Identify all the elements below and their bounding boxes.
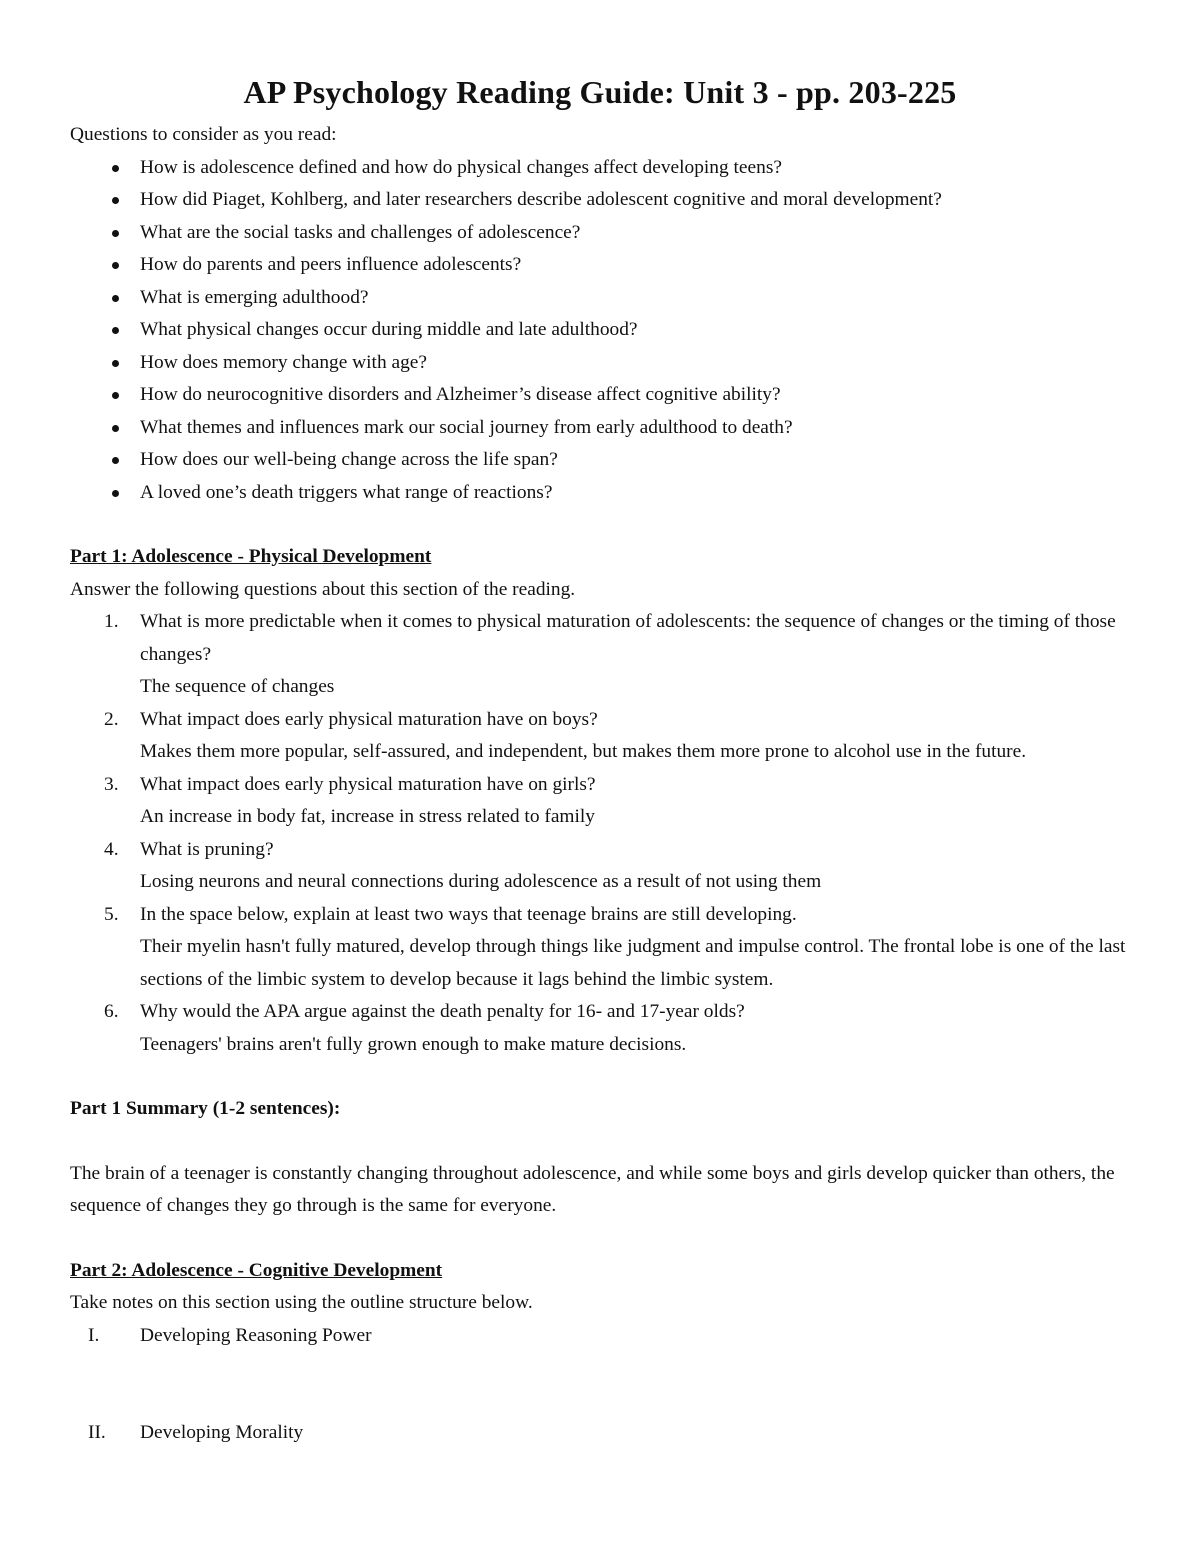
list-item: How does our well-being change across the life span? — [70, 444, 1130, 477]
part1-summary-text: The brain of a teenager is constantly changing throughout adolescence, and while some boys and girls develop quicker than others, the sequence of changes they go through is the same for everyone. — [70, 1162, 1115, 1216]
bullet-icon — [112, 392, 119, 399]
question-item — [70, 769, 1130, 834]
bullet-icon — [112, 262, 119, 269]
part1-instructions: Answer the following questions about this section of the reading. — [70, 578, 576, 600]
page-title: AP Psychology Reading Guide: Unit 3 - pp. 203-225 — [243, 74, 957, 110]
question-item — [70, 899, 1130, 997]
question-number: 1. — [104, 611, 119, 632]
question-number: 2. — [104, 708, 119, 730]
spacer — [70, 1126, 1130, 1158]
question-number: 4. — [104, 838, 119, 860]
bullet-icon — [112, 425, 119, 432]
part1-question-list — [70, 606, 1130, 1061]
list-item: How did Piaget, Kohlberg, and later researchers describe adolescent cognitive and moral development? — [70, 184, 1130, 217]
question-text: What is more predictable when it comes to physical maturation of adolescents: the sequence of changes or the timing of those changes? — [140, 611, 1116, 665]
list-item: How do neurocognitive disorders and Alzheimer’s disease affect cognitive ability? — [70, 379, 1130, 412]
bullet-icon — [112, 230, 119, 237]
question-item — [70, 996, 1130, 1061]
spacer — [70, 1061, 1130, 1093]
question-text: In the space below, explain at least two ways that teenage brains are still developing. — [140, 903, 797, 925]
question-text: What is pruning? — [140, 838, 274, 860]
bullet-icon — [112, 197, 119, 204]
bullet-icon — [112, 490, 119, 497]
answer-text: Losing neurons and neural connections during adolescence as a result of not using them — [140, 871, 822, 892]
bullet-icon — [112, 360, 119, 367]
list-item: How does memory change with age? — [70, 347, 1130, 380]
question-item — [70, 606, 1130, 704]
outline-numeral: II. — [88, 1422, 106, 1443]
part2-heading: Part 2: Adolescence - Cognitive Development — [70, 1259, 443, 1281]
outline-numeral: I. — [88, 1324, 100, 1346]
answer-text: An increase in body fat, increase in stress related to family — [140, 806, 595, 827]
outline-item — [70, 1417, 1130, 1450]
list-item: What is emerging adulthood? — [70, 282, 1130, 315]
outline-label: Developing Reasoning Power — [140, 1324, 372, 1346]
part2-instructions: Take notes on this section using the outline structure below. — [70, 1292, 533, 1313]
question-list — [70, 152, 1130, 510]
bullet-icon — [112, 457, 119, 464]
question-item — [70, 834, 1130, 899]
list-item: What are the social tasks and challenges of adolescence? — [70, 217, 1130, 250]
intro-text: Questions to consider as you read: — [70, 124, 337, 145]
question-number: 3. — [104, 773, 119, 795]
list-item: A loved one’s death triggers what range of reactions? — [70, 477, 1130, 510]
part1-heading: Part 1: Adolescence - Physical Development — [70, 546, 432, 567]
question-text: Why would the APA argue against the death penalty for 16- and 17-year olds? — [140, 1001, 745, 1022]
list-item: How do parents and peers influence adolescents? — [70, 249, 1130, 282]
bullet-icon — [112, 165, 119, 172]
list-item: What physical changes occur during middle and late adulthood? — [70, 314, 1130, 347]
answer-text: Makes them more popular, self-assured, and independent, but makes them more prone to alcohol use in the future. — [140, 741, 1027, 762]
list-item: What themes and influences mark our social journey from early adulthood to death? — [70, 412, 1130, 445]
list-item: How is adolescence defined and how do physical changes affect developing teens? — [70, 152, 1130, 185]
answer-text: Teenagers' brains aren't fully grown enough to make mature decisions. — [140, 1033, 687, 1055]
spacer — [70, 509, 1130, 541]
part1-summary-heading: Part 1 Summary (1-2 sentences): — [70, 1098, 341, 1119]
answer-text: The sequence of changes — [140, 676, 335, 697]
question-number: 6. — [104, 1001, 119, 1022]
bullet-icon — [112, 327, 119, 334]
spacer — [70, 1223, 1130, 1255]
question-text: What impact does early physical maturation have on girls? — [140, 773, 596, 795]
question-text: What impact does early physical maturation have on boys? — [140, 708, 598, 730]
outline-item — [70, 1320, 1130, 1353]
bullet-icon — [112, 295, 119, 302]
part2-outline — [70, 1320, 1130, 1450]
outline-label: Developing Morality — [140, 1422, 304, 1443]
document-page — [70, 74, 1130, 1450]
question-item — [70, 704, 1130, 769]
question-number: 5. — [104, 903, 119, 925]
answer-text: Their myelin hasn't fully matured, develop through things like judgment and impulse control. The frontal lobe is one of the last sections of the limbic system to develop because it lags behind the limbic system. — [140, 936, 1126, 990]
